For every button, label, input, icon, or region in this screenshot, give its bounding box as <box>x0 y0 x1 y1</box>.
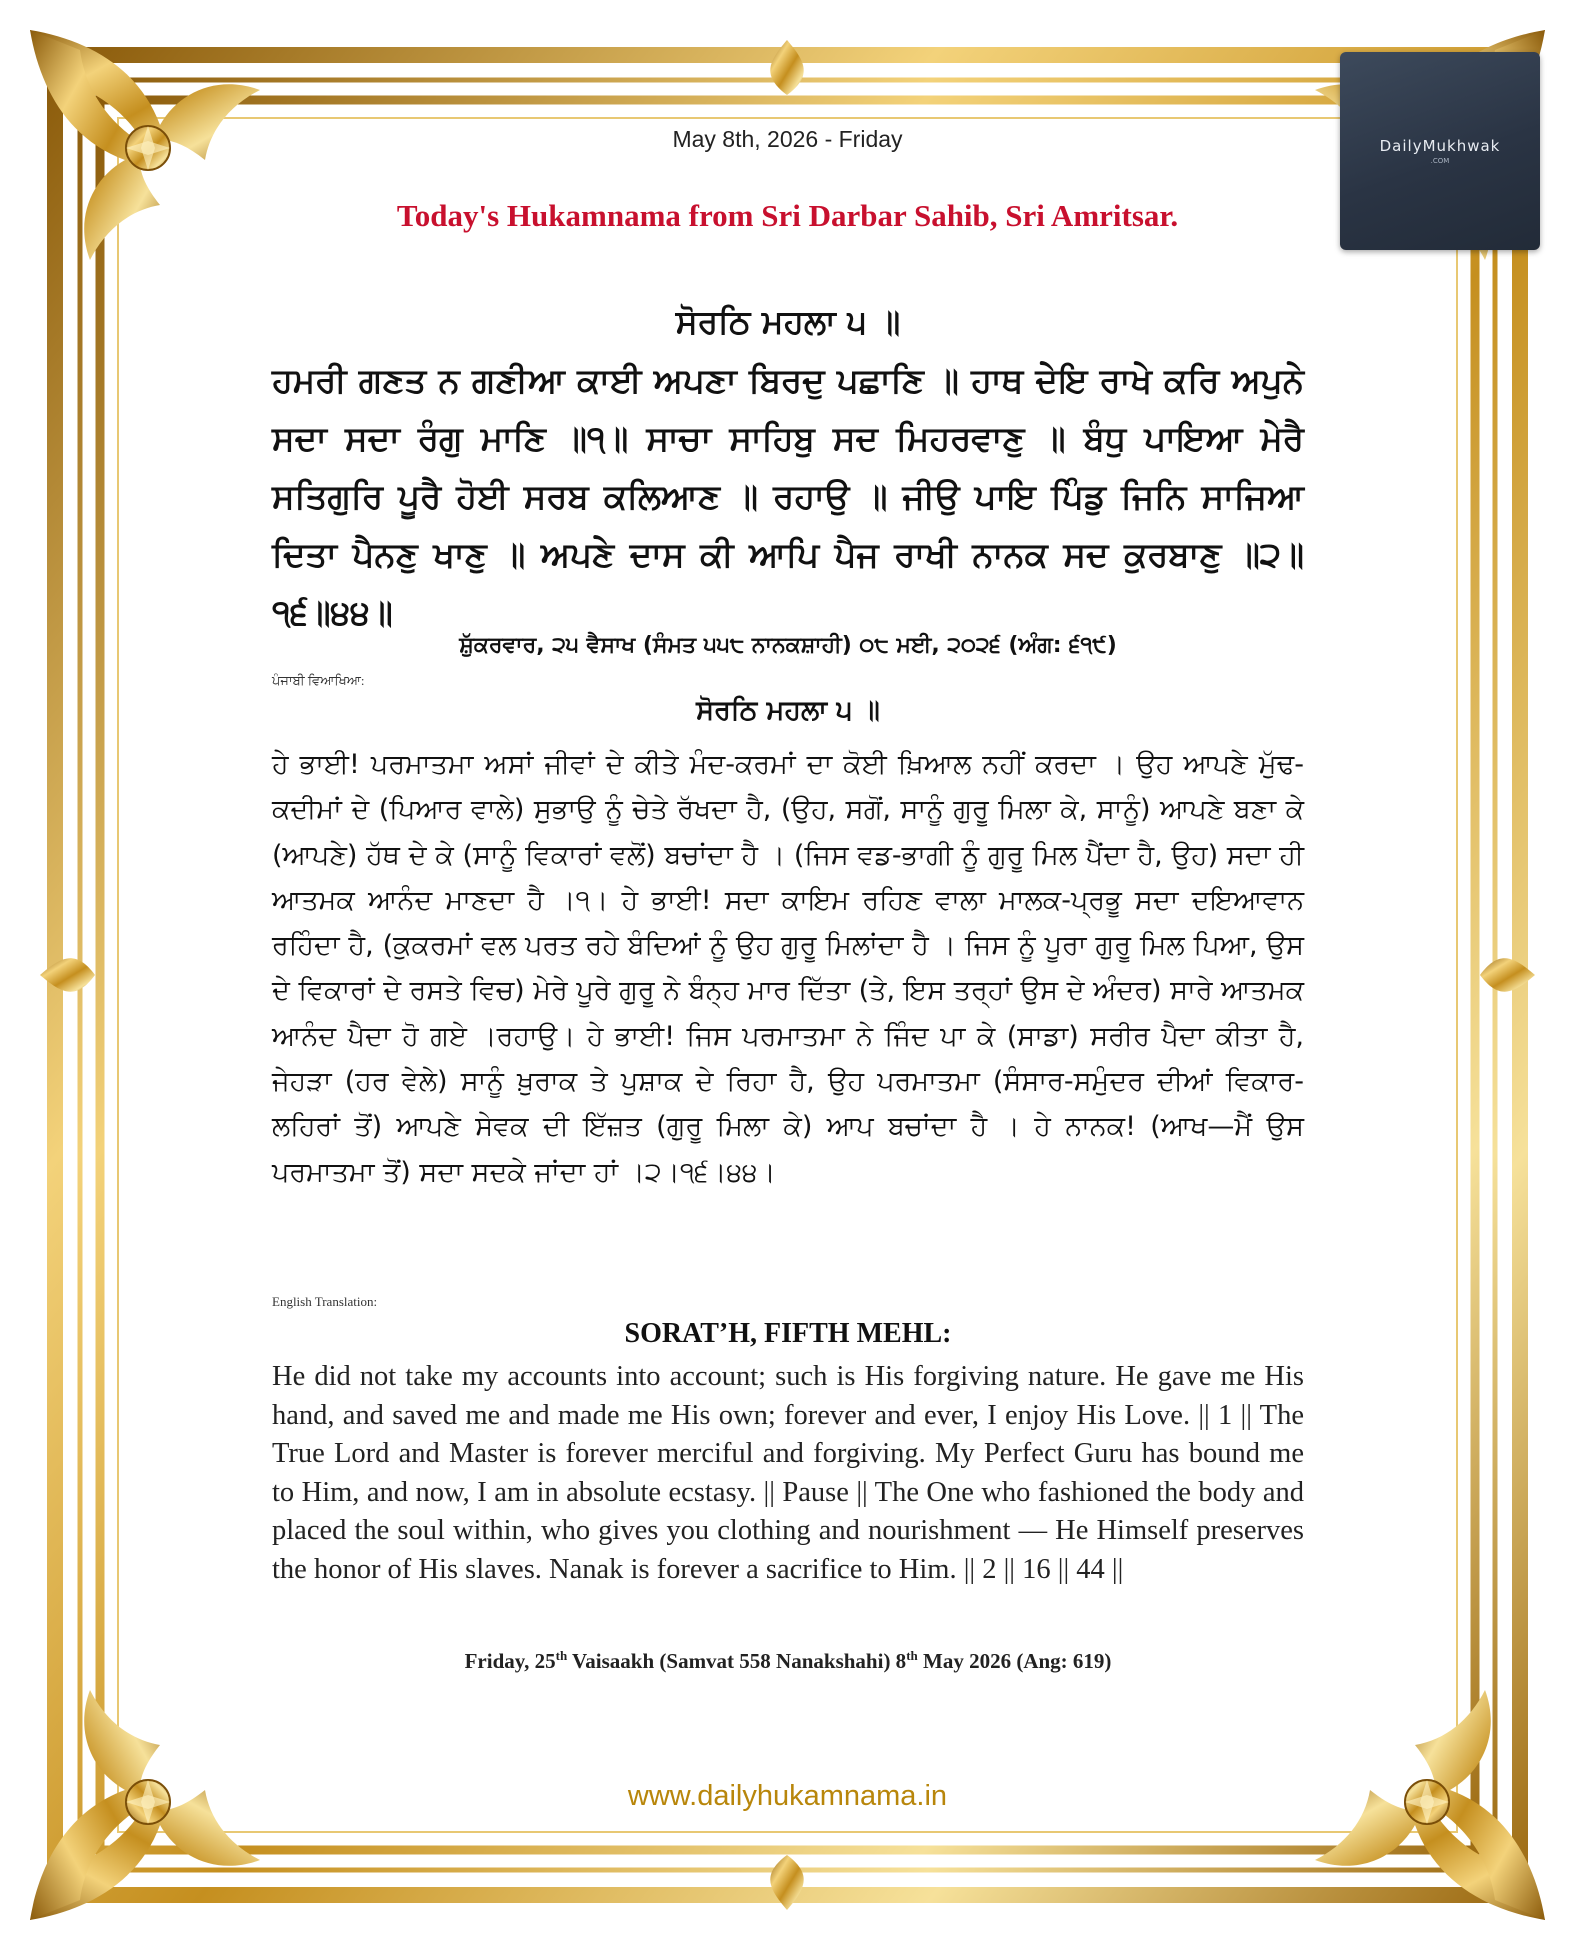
page-headline: Today's Hukamnama from Sri Darbar Sahib, Sri Amritsar. <box>396 198 1179 233</box>
footer-website-link[interactable]: www.dailyhukamnama.in <box>627 1780 948 1812</box>
punjabi-date: ਸ਼ੁੱਕਰਵਾਰ, ੨੫ ਵੈਸਾਖ (ਸੰਮਤ ੫੫੮ ਨਾਨਕਸ਼ਾਹੀ) ੦੮ ਮਈ, ੨੦੨੬ (ਅੰਗ: ੬੧੯) <box>459 633 1117 658</box>
english-date <box>272 1648 1304 1674</box>
english-translation: He did not take my accounts into account; such is His forgiving nature. He gave me His hand, and saved me and made me His own; forever and ever, I enjoy His Love. || 1 || The True Lord and Master is forever merciful and forgiving. My Perfect Guru has bound me to Him, and now, I am in absolute ecstasy. || Pause || The One who fashioned the body and placed the soul within, who gives you clothing and nourishment — He Himself preserves the honor of His slaves. Nanak is forever a sacrifice to Him. || 2 || 16 || 44 || <box>272 1361 1304 1585</box>
punjabi-title: ਸੋਰਠਿ ਮਹਲਾ ੫ ॥ <box>696 695 880 726</box>
english-date-sup1: th <box>555 1648 568 1663</box>
punjabi-section-label: ਪੰਜਾਬੀ ਵਿਆਖਿਆ: <box>272 673 365 688</box>
punjabi-explanation: ਹੇ ਭਾਈ! ਪਰਮਾਤਮਾ ਅਸਾਂ ਜੀਵਾਂ ਦੇ ਕੀਤੇ ਮੰਦ-ਕਰਮਾਂ ਦਾ ਕੋਈ ਖ਼ਿਆਲ ਨਹੀਂ ਕਰਦਾ । ਉਹ ਆਪਣੇ ਮੁੱਢ-ਕਦੀਮਾਂ ਦੇ (ਪਿਆਰ ਵਾਲੇ) ਸੁਭਾਉ ਨੂੰ ਚੇਤੇ ਰੱਖਦਾ ਹੈ, (ਉਹ, ਸਗੋਂ, ਸਾਨੂੰ ਗੁਰੂ ਮਿਲਾ ਕੇ, ਸਾਨੂੰ) ਆਪਣੇ ਬਣਾ ਕੇ (ਆਪਣੇ) ਹੱਥ ਦੇ ਕੇ (ਸਾਨੂੰ ਵਿਕਾਰਾਂ ਵਲੋਂ) ਬਚਾਂਦਾ ਹੈ । (ਜਿਸ ਵਡ-ਭਾਗੀ ਨੂੰ ਗੁਰੂ ਮਿਲ ਪੈਂਦਾ ਹੈ, ਉਹ) ਸਦਾ ਹੀ ਆਤਮਕ ਆਨੰਦ ਮਾਣਦਾ ਹੈ ।੧। ਹੇ ਭਾਈ! ਸਦਾ ਕਾਇਮ ਰਹਿਣ ਵਾਲਾ ਮਾਲਕ-ਪ੍ਰਭੂ ਸਦਾ ਦਇਆਵਾਨ ਰਹਿੰਦਾ ਹੈ, (ਕੁਕਰਮਾਂ ਵਲ ਪਰਤ ਰਹੇ ਬੰਦਿਆਂ ਨੂੰ ਉਹ ਗੁਰੂ ਮਿਲਾਂਦਾ ਹੈ । ਜਿਸ ਨੂੰ ਪੂਰਾ ਗੁਰੂ ਮਿਲ ਪਿਆ, ਉਸ ਦੇ ਵਿਕਾਰਾਂ ਦੇ ਰਸਤੇ ਵਿਚ) ਮੇਰੇ ਪੂਰੇ ਗੁਰੂ ਨੇ ਬੰਨ੍ਹ ਮਾਰ ਦਿੱਤਾ (ਤੇ, ਇਸ ਤਰ੍ਹਾਂ ਉਸ ਦੇ ਅੰਦਰ) ਸਾਰੇ ਆਤਮਕ ਆਨੰਦ ਪੈਦਾ ਹੋ ਗਏ ।ਰਹਾਉ। ਹੇ ਭਾਈ! ਜਿਸ ਪਰਮਾਤਮਾ ਨੇ ਜਿੰਦ ਪਾ ਕੇ (ਸਾਡਾ) ਸਰੀਰ ਪੈਦਾ ਕੀਤਾ ਹੈ, ਜੇਹੜਾ (ਹਰ ਵੇਲੇ) ਸਾਨੂੰ ਖ਼ੁਰਾਕ ਤੇ ਪੁਸ਼ਾਕ ਦੇ ਰਿਹਾ ਹੈ, ਉਹ ਪਰਮਾਤਮਾ (ਸੰਸਾਰ-ਸਮੁੰਦਰ ਦੀਆਂ ਵਿਕਾਰ-ਲਹਿਰਾਂ ਤੋਂ) ਆਪਣੇ ਸੇਵਕ ਦੀ ਇੱਜ਼ਤ (ਗੁਰੂ ਮਿਲਾ ਕੇ) ਆਪ ਬਚਾਂਦਾ ਹੈ । ਹੇ ਨਾਨਕ! (ਆਖ—ਮੈਂ ਉਸ ਪਰਮਾਤਮਾ ਤੋਂ) ਸਦਾ ਸਦਕੇ ਜਾਂਦਾ ਹਾਂ ।੨।੧੬।੪੪। <box>272 749 1305 1188</box>
logo-text: DailyMukhwak <box>1379 137 1501 155</box>
english-title: SORAT’H, FIFTH MEHL: <box>624 1318 952 1349</box>
gurbani-title: ਸੋਰਠਿ ਮਹਲਾ ੫ ॥ <box>675 302 901 341</box>
english-date-sup2: th <box>906 1648 918 1663</box>
english-date-part3: May 2026 (Ang: 619) <box>917 1649 1112 1673</box>
english-date-part1: Friday, 25 <box>464 1649 556 1673</box>
gurbani-text: ਹਮਰੀ ਗਣਤ ਨ ਗਣੀਆ ਕਾਈ ਅਪਣਾ ਬਿਰਦੁ ਪਛਾਣਿ ॥ ਹਾਥ ਦੇਇ ਰਾਖੇ ਕਰਿ ਅਪੁਨੇ ਸਦਾ ਸਦਾ ਰੰਗੁ ਮਾਣਿ ॥੧॥ ਸਾਚਾ ਸਾਹਿਬੁ ਸਦ ਮਿਹਰਵਾਣੁ ॥ ਬੰਧੁ ਪਾਇਆ ਮੇਰੈ ਸਤਿਗੁਰਿ ਪੂਰੈ ਹੋਈ ਸਰਬ ਕਲਿਆਣ ॥ ਰਹਾਉ ॥ ਜੀਉ ਪਾਇ ਪਿੰਡੁ ਜਿਨਿ ਸਾਜਿਆ ਦਿਤਾ ਪੈਨਣੁ ਖਾਣੁ ॥ ਅਪਣੇ ਦਾਸ ਕੀ ਆਪਿ ਪੈਜ ਰਾਖੀ ਨਾਨਕ ਸਦ ਕੁਰਬਾਣੁ ॥੨॥੧੬॥੪੪॥ <box>272 361 1304 633</box>
english-date-part2: Vaisaakh (Samvat 558 Nanakshahi) 8 <box>567 1649 907 1673</box>
english-section-label: English Translation: <box>272 1294 378 1309</box>
logo-subtext: .COM <box>1430 157 1450 165</box>
date-heading: May 8th, 2026 - Friday <box>672 126 903 152</box>
